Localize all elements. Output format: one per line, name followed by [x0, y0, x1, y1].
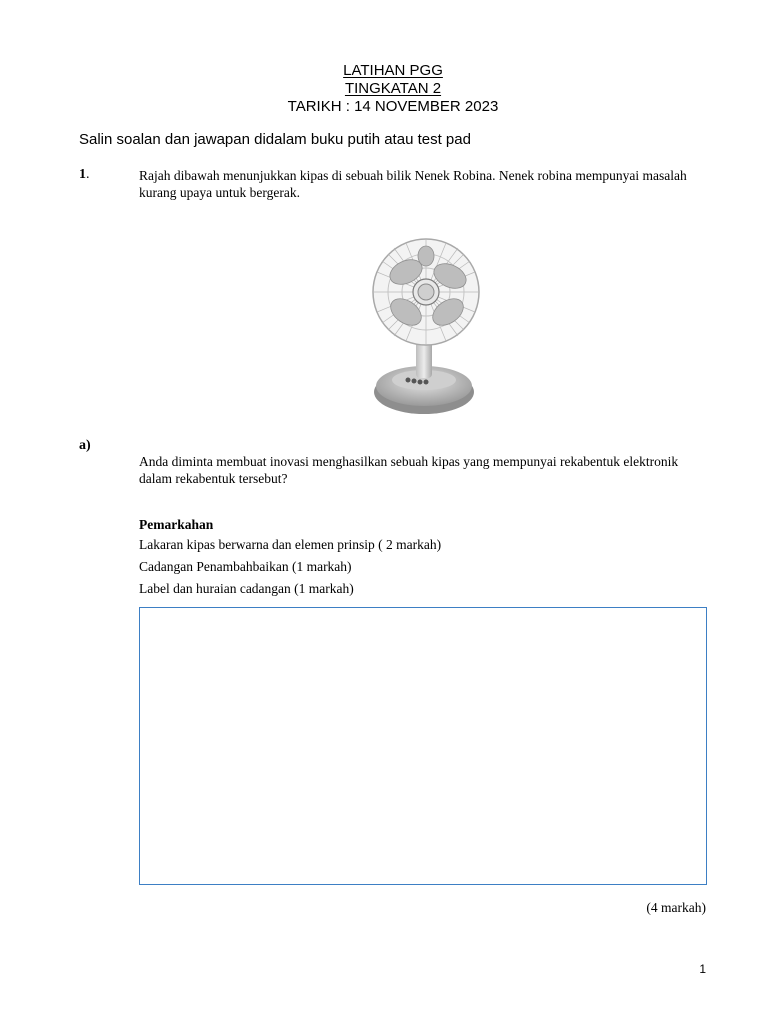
total-marks: (4 markah) — [646, 900, 706, 915]
instruction-text: Salin soalan dan jawapan didalam buku putih atau test pad — [79, 131, 471, 148]
title-latihan: LATIHAN PGG — [343, 62, 443, 79]
desk-fan-image — [350, 228, 498, 428]
title-date: TARIKH : 14 NOVEMBER 2023 — [287, 98, 499, 115]
question-number: 1. — [79, 167, 90, 182]
question-text: Rajah dibawah menunjukkan kipas di sebuah bilik Nenek Robina. Nenek robina mempunyai masalah kurang upaya untuk bergerak. — [139, 168, 687, 200]
page-number: 1 — [699, 962, 706, 976]
answer-box[interactable] — [139, 607, 707, 885]
marking-item: Label dan huraian cadangan (1 markah) — [139, 581, 354, 596]
marking-scheme — [139, 515, 441, 600]
marking-heading: Pemarkahan — [139, 517, 214, 532]
part-a-label: a) — [79, 438, 91, 453]
part-a-question: Anda diminta membuat inovasi menghasilkan sebuah kipas yang mempunyai rekabentuk elektronik dalam rekabentuk tersebut? — [139, 454, 679, 486]
title-tingkatan: TINGKATAN 2 — [344, 80, 442, 97]
marking-item: Lakaran kipas berwarna dan elemen prinsip ( 2 markah) — [139, 537, 442, 552]
marking-item: Cadangan Penambahbaikan (1 markah) — [139, 559, 352, 574]
